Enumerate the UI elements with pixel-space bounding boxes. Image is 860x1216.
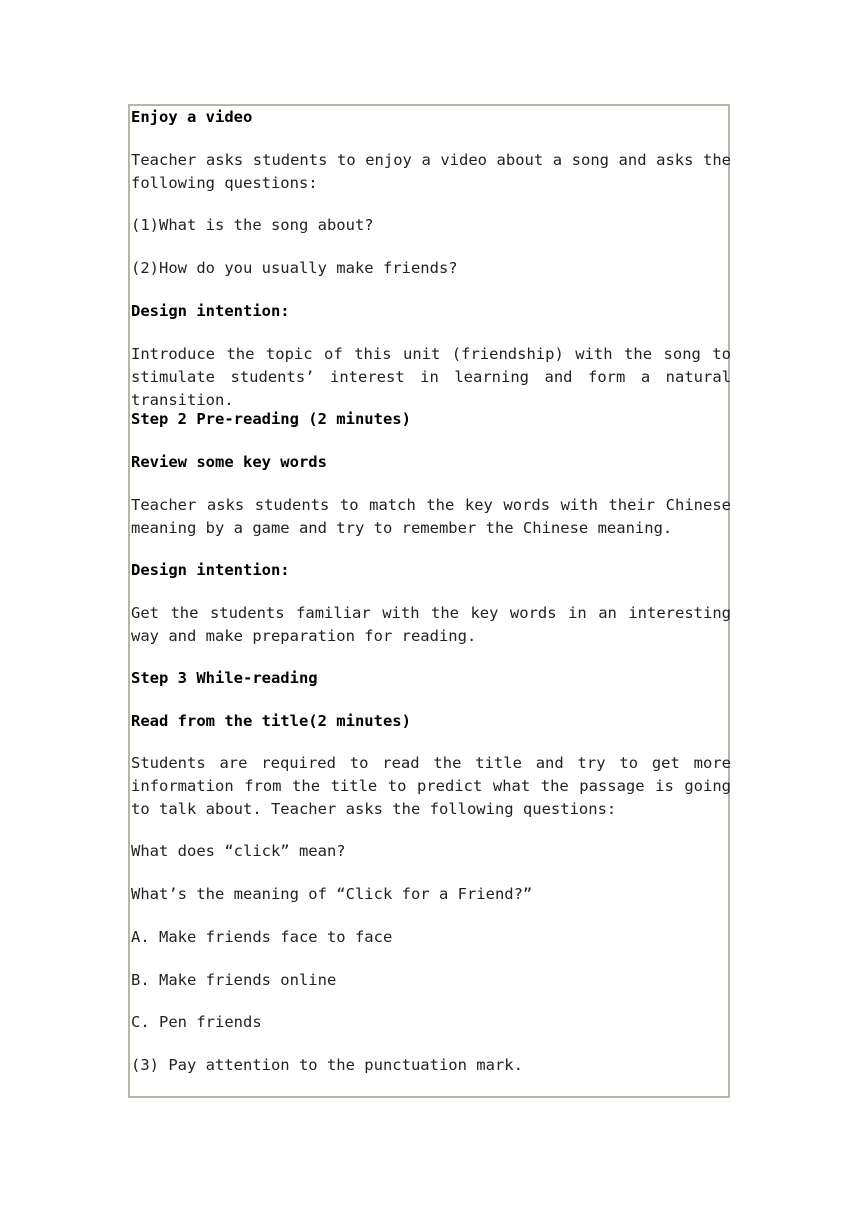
step-3-heading: Step 3 While-reading [131, 669, 318, 687]
meaning-question: What’s the meaning of “Click for a Friend?” [131, 885, 533, 903]
design-intention-text-2: Get the students familiar with the key words in an interesting way and make preparation for reading. [131, 604, 731, 645]
click-question: What does “click” mean? [131, 842, 346, 860]
design-intention-text-1: Introduce the topic of this unit (friendship) with the song to stimulate students’ interest in learning and form a natural transition. [131, 345, 731, 409]
design-intention-heading-2: Design intention: [131, 561, 290, 579]
review-key-words-heading: Review some key words [131, 453, 327, 471]
option-b: B. Make friends online [131, 971, 337, 989]
enjoy-video-text: Teacher asks students to enjoy a video about a song and asks the following questions: [131, 151, 731, 192]
read-title-text: Students are required to read the title and try to get more information from the title to predict what the passage is going to talk about. Teacher asks the following questions: [131, 754, 731, 818]
option-c: C. Pen friends [131, 1013, 262, 1031]
question-3: (3) Pay attention to the punctuation mark. [131, 1056, 523, 1074]
question-2: (2)How do you usually make friends? [131, 259, 458, 277]
read-title-heading: Read from the title(2 minutes) [131, 712, 411, 730]
question-1: (1)What is the song about? [131, 216, 374, 234]
enjoy-video-heading: Enjoy a video [131, 108, 253, 126]
review-key-words-text: Teacher asks students to match the key words with their Chinese meaning by a game and try to remember the Chinese meaning. [131, 496, 731, 537]
step-2-heading: Step 2 Pre-reading (2 minutes) [131, 410, 411, 428]
design-intention-heading-1: Design intention: [131, 302, 290, 320]
option-a: A. Make friends face to face [131, 928, 393, 946]
